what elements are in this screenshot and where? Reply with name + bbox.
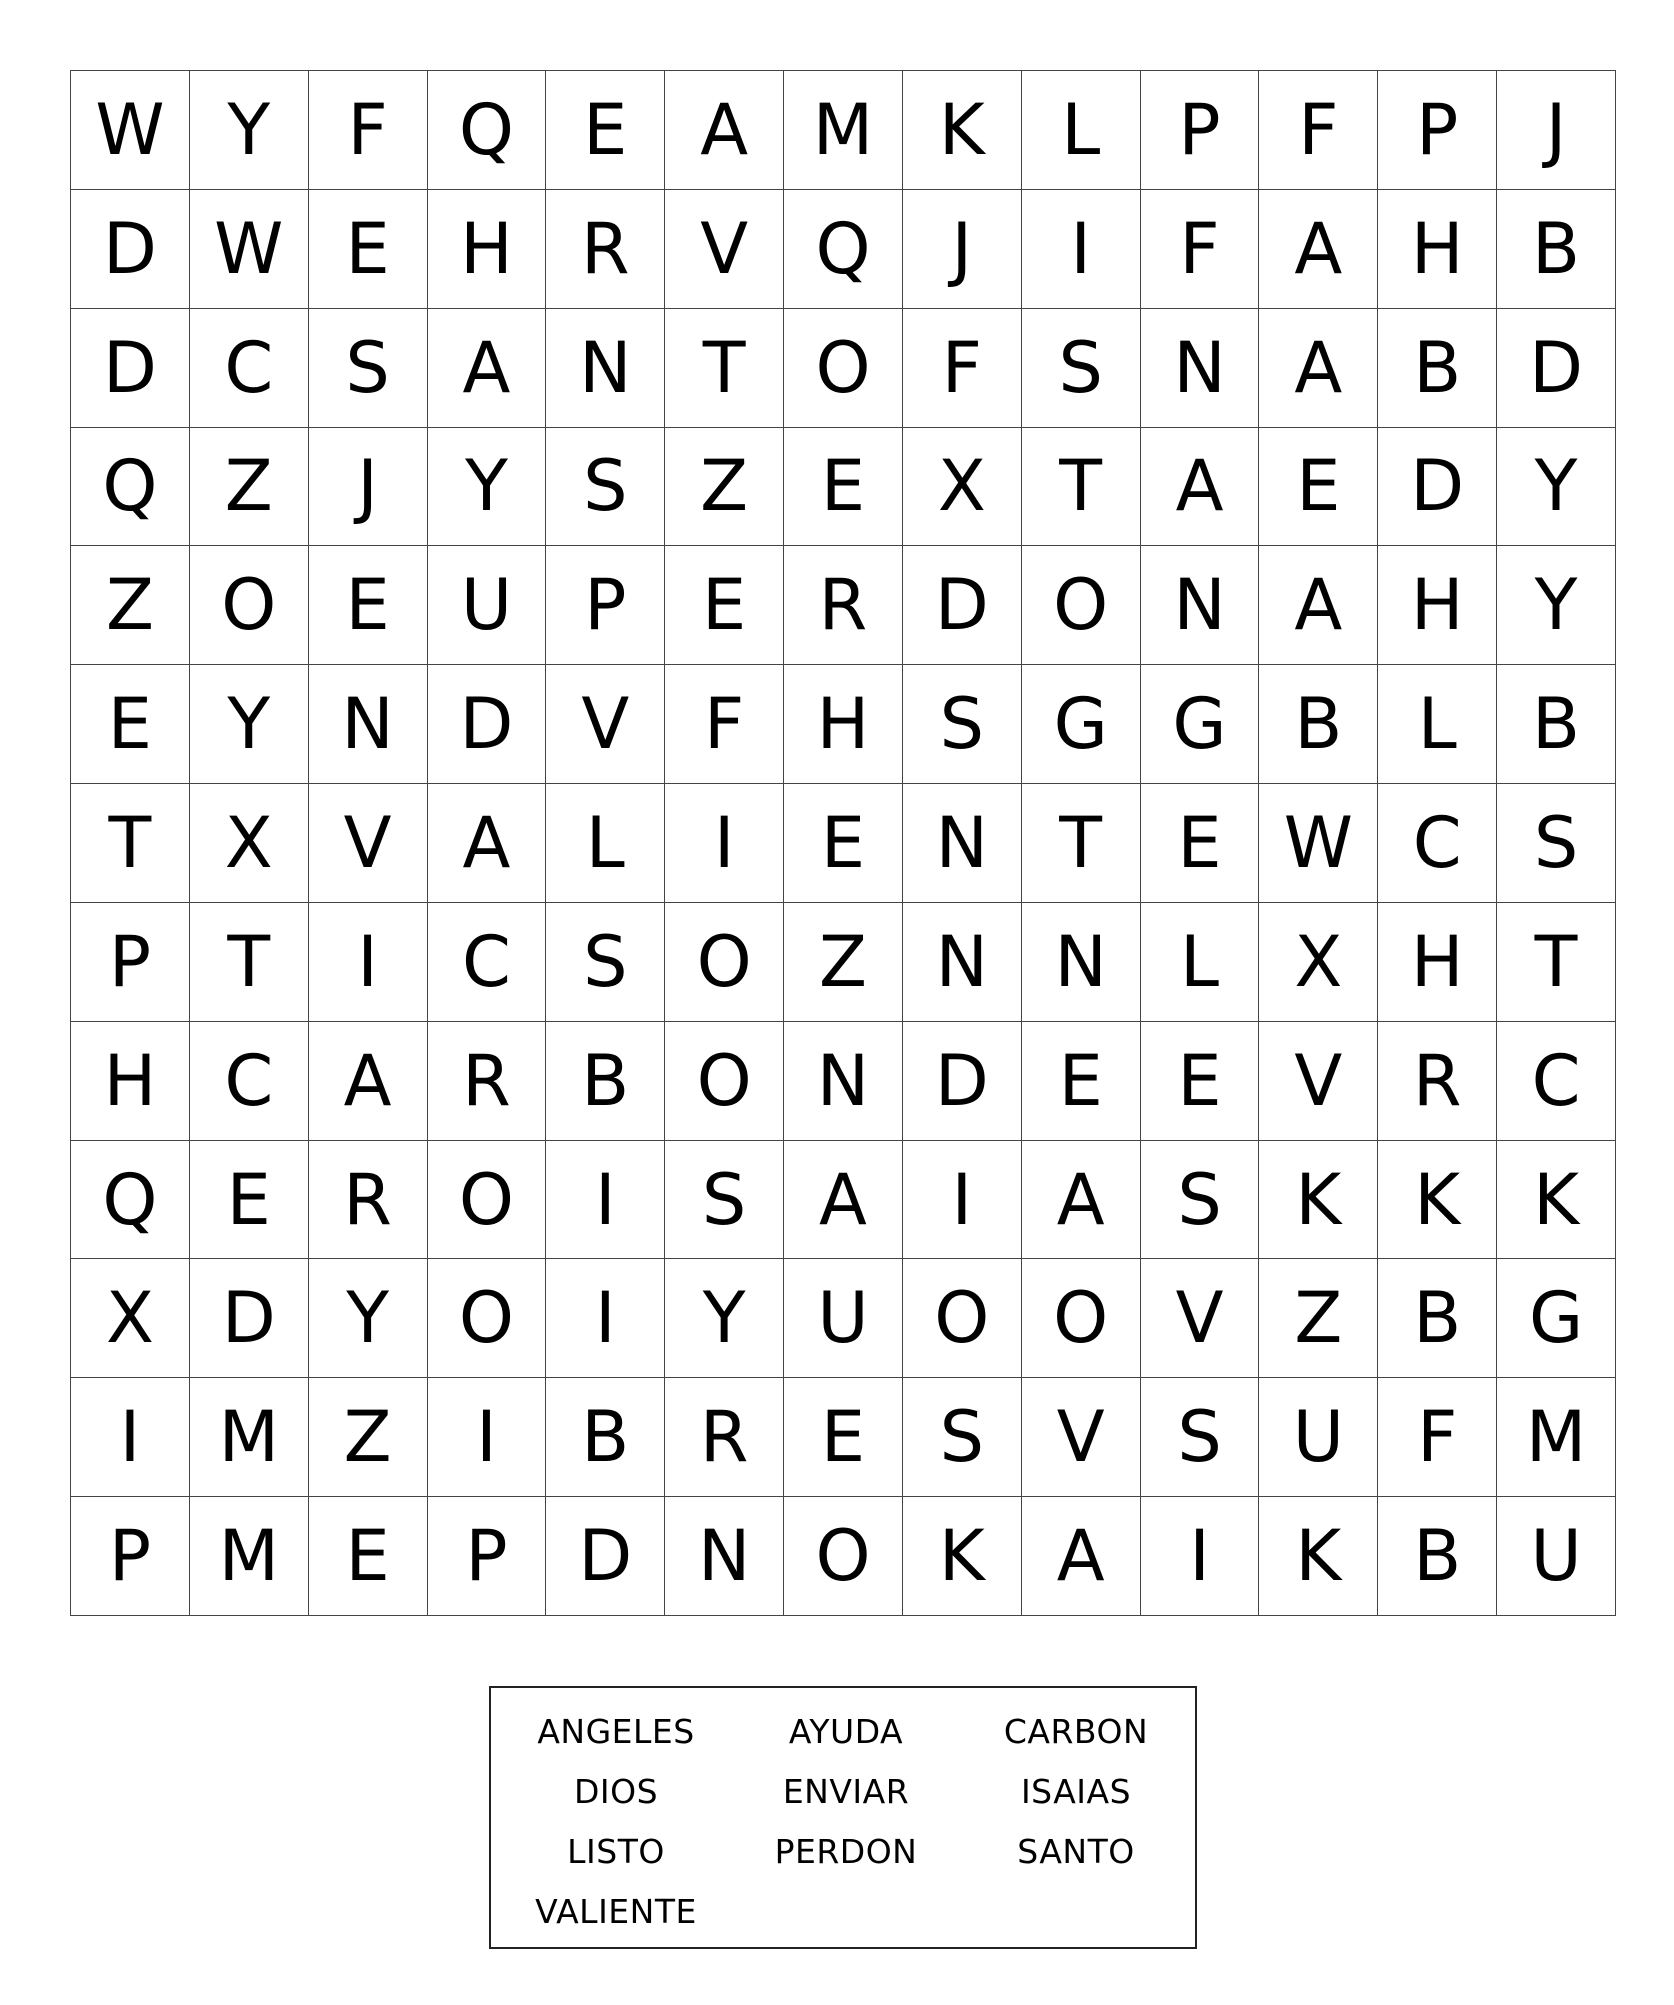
grid-cell[interactable]: T xyxy=(1022,784,1141,903)
grid-cell[interactable]: H xyxy=(1378,546,1497,665)
grid-cell[interactable]: A xyxy=(1259,309,1378,428)
grid-cell[interactable]: I xyxy=(665,784,784,903)
grid-cell[interactable]: T xyxy=(190,903,309,1022)
grid-cell[interactable]: D xyxy=(71,309,190,428)
word-list-item: LISTO xyxy=(567,1832,665,1871)
grid-cell[interactable]: K xyxy=(1378,1141,1497,1260)
grid-cell[interactable]: P xyxy=(428,1497,547,1616)
grid-cell[interactable]: S xyxy=(1497,784,1616,903)
grid-cell[interactable]: E xyxy=(665,546,784,665)
grid-cell[interactable]: Z xyxy=(190,428,309,547)
grid-cell[interactable]: Y xyxy=(1497,546,1616,665)
grid-cell[interactable]: D xyxy=(903,546,1022,665)
grid-cell[interactable]: E xyxy=(784,1378,903,1497)
grid-cell[interactable]: F xyxy=(1259,71,1378,190)
grid-cell[interactable]: H xyxy=(1378,903,1497,1022)
grid-cell[interactable]: K xyxy=(903,1497,1022,1616)
grid-cell[interactable]: E xyxy=(309,546,428,665)
grid-cell[interactable]: V xyxy=(1022,1378,1141,1497)
grid-cell[interactable]: P xyxy=(71,903,190,1022)
grid-cell[interactable]: I xyxy=(546,1141,665,1260)
grid-cell[interactable]: I xyxy=(428,1378,547,1497)
grid-cell[interactable]: Q xyxy=(71,1141,190,1260)
grid-cell[interactable]: N xyxy=(309,665,428,784)
grid-cell[interactable]: N xyxy=(1022,903,1141,1022)
grid-cell[interactable]: D xyxy=(71,190,190,309)
grid-cell[interactable]: G xyxy=(1022,665,1141,784)
grid-cell[interactable]: N xyxy=(665,1497,784,1616)
grid-cell[interactable]: H xyxy=(1378,190,1497,309)
grid-cell[interactable]: U xyxy=(1497,1497,1616,1616)
grid-cell[interactable]: Y xyxy=(309,1259,428,1378)
grid-cell[interactable]: M xyxy=(1497,1378,1616,1497)
grid-cell[interactable]: G xyxy=(1497,1259,1616,1378)
grid-cell[interactable]: E xyxy=(1141,1022,1260,1141)
grid-cell[interactable]: O xyxy=(428,1259,547,1378)
grid-cell[interactable]: E xyxy=(1022,1022,1141,1141)
grid-cell[interactable]: L xyxy=(546,784,665,903)
grid-cell[interactable]: Z xyxy=(665,428,784,547)
grid-cell[interactable]: R xyxy=(428,1022,547,1141)
grid-cell[interactable]: Z xyxy=(71,546,190,665)
letter-grid xyxy=(70,70,1616,1616)
grid-cell[interactable]: B xyxy=(1497,190,1616,309)
grid-cell[interactable]: Q xyxy=(784,190,903,309)
grid-cell[interactable]: E xyxy=(546,71,665,190)
grid-cell[interactable]: X xyxy=(1259,903,1378,1022)
grid-cell[interactable]: J xyxy=(309,428,428,547)
grid-cell[interactable]: A xyxy=(1259,190,1378,309)
grid-cell[interactable]: E xyxy=(1141,784,1260,903)
grid-cell[interactable]: H xyxy=(784,665,903,784)
grid-cell[interactable]: C xyxy=(190,1022,309,1141)
grid-cell[interactable]: D xyxy=(190,1259,309,1378)
word-list-item: ISAIAS xyxy=(1020,1772,1132,1811)
grid-cell[interactable]: B xyxy=(1259,665,1378,784)
grid-cell[interactable]: T xyxy=(1022,428,1141,547)
grid-cell[interactable]: C xyxy=(190,309,309,428)
grid-cell[interactable]: O xyxy=(665,1022,784,1141)
grid-cell[interactable]: N xyxy=(1141,546,1260,665)
grid-cell[interactable]: Y xyxy=(665,1259,784,1378)
grid-cell[interactable]: A xyxy=(784,1141,903,1260)
grid-cell[interactable]: Y xyxy=(190,71,309,190)
grid-cell[interactable]: A xyxy=(1022,1141,1141,1260)
grid-cell[interactable]: D xyxy=(1378,428,1497,547)
grid-cell[interactable]: O xyxy=(784,309,903,428)
grid-cell[interactable]: A xyxy=(428,309,547,428)
grid-cell[interactable]: B xyxy=(546,1022,665,1141)
grid-cell[interactable]: R xyxy=(546,190,665,309)
grid-cell[interactable]: F xyxy=(903,309,1022,428)
grid-cell[interactable]: S xyxy=(665,1141,784,1260)
grid-cell[interactable]: P xyxy=(71,1497,190,1616)
grid-cell[interactable]: Y xyxy=(428,428,547,547)
grid-cell[interactable]: V xyxy=(1259,1022,1378,1141)
grid-cell[interactable]: X xyxy=(903,428,1022,547)
word-list-box xyxy=(489,1686,1197,1949)
grid-cell[interactable]: C xyxy=(1497,1022,1616,1141)
grid-cell[interactable]: I xyxy=(71,1378,190,1497)
grid-cell[interactable]: Z xyxy=(1259,1259,1378,1378)
grid-cell[interactable]: K xyxy=(1259,1497,1378,1616)
grid-cell[interactable]: S xyxy=(546,903,665,1022)
grid-cell[interactable]: O xyxy=(1022,546,1141,665)
grid-cell[interactable]: E xyxy=(784,784,903,903)
word-list-item: DIOS xyxy=(573,1772,659,1811)
grid-cell[interactable]: O xyxy=(665,903,784,1022)
grid-cell[interactable]: F xyxy=(1378,1378,1497,1497)
grid-cell[interactable]: B xyxy=(1378,1259,1497,1378)
word-list xyxy=(501,1702,1191,1942)
grid-cell[interactable]: S xyxy=(1022,309,1141,428)
grid-cell[interactable]: W xyxy=(71,71,190,190)
grid-cell[interactable]: S xyxy=(1141,1378,1260,1497)
grid-cell[interactable]: R xyxy=(1378,1022,1497,1141)
word-list-item: PERDON xyxy=(774,1832,918,1871)
grid-cell[interactable]: K xyxy=(903,71,1022,190)
grid-cell[interactable]: F xyxy=(309,71,428,190)
grid-cell[interactable]: O xyxy=(190,546,309,665)
grid-cell[interactable]: L xyxy=(1378,665,1497,784)
grid-cell[interactable]: O xyxy=(903,1259,1022,1378)
grid-cell[interactable]: Q xyxy=(428,71,547,190)
grid-cell[interactable]: V xyxy=(546,665,665,784)
word-list-item: CARBON xyxy=(1003,1712,1149,1751)
grid-cell[interactable]: B xyxy=(1378,309,1497,428)
grid-cell[interactable]: X xyxy=(71,1259,190,1378)
grid-cell[interactable]: E xyxy=(784,428,903,547)
grid-cell[interactable]: V xyxy=(1141,1259,1260,1378)
grid-cell[interactable]: F xyxy=(665,665,784,784)
grid-cell[interactable]: Z xyxy=(309,1378,428,1497)
grid-cell[interactable]: X xyxy=(190,784,309,903)
grid-cell[interactable]: R xyxy=(665,1378,784,1497)
grid-cell[interactable]: K xyxy=(1497,1141,1616,1260)
word-list-item: ENVIAR xyxy=(782,1772,910,1811)
grid-cell[interactable]: R xyxy=(784,546,903,665)
grid-cell[interactable]: W xyxy=(1259,784,1378,903)
word-list-item: SANTO xyxy=(1017,1832,1135,1871)
grid-cell[interactable]: S xyxy=(903,665,1022,784)
grid-cell[interactable]: D xyxy=(903,1022,1022,1141)
grid-cell[interactable]: A xyxy=(1022,1497,1141,1616)
grid-cell[interactable]: O xyxy=(1022,1259,1141,1378)
grid-cell[interactable]: P xyxy=(546,546,665,665)
grid-cell[interactable]: K xyxy=(1259,1141,1378,1260)
grid-cell[interactable]: Z xyxy=(784,903,903,1022)
grid-cell[interactable]: W xyxy=(190,190,309,309)
grid-cell[interactable]: E xyxy=(1259,428,1378,547)
grid-cell[interactable]: N xyxy=(1141,309,1260,428)
grid-cell[interactable]: I xyxy=(546,1259,665,1378)
grid-cell[interactable]: U xyxy=(784,1259,903,1378)
word-list-item: AYUDA xyxy=(788,1712,904,1751)
grid-cell[interactable]: I xyxy=(1141,1497,1260,1616)
grid-cell[interactable]: V xyxy=(309,784,428,903)
grid-cell[interactable]: U xyxy=(1259,1378,1378,1497)
grid-cell[interactable]: Y xyxy=(1497,428,1616,547)
word-list-item: ANGELES xyxy=(537,1712,695,1751)
grid-cell[interactable]: M xyxy=(784,71,903,190)
grid-cell[interactable]: A xyxy=(1141,428,1260,547)
word-list-item: VALIENTE xyxy=(535,1892,697,1931)
grid-cell[interactable]: D xyxy=(1497,309,1616,428)
grid-cell[interactable]: O xyxy=(784,1497,903,1616)
grid-cell[interactable]: N xyxy=(784,1022,903,1141)
grid-cell[interactable]: H xyxy=(71,1022,190,1141)
grid-cell[interactable]: C xyxy=(428,903,547,1022)
grid-cell[interactable]: A xyxy=(665,71,784,190)
grid-cell[interactable]: U xyxy=(428,546,547,665)
grid-cell[interactable]: S xyxy=(1141,1141,1260,1260)
grid-cell[interactable]: C xyxy=(1378,784,1497,903)
grid-cell[interactable]: P xyxy=(1378,71,1497,190)
grid-cell[interactable]: E xyxy=(71,665,190,784)
grid-cell[interactable]: T xyxy=(1497,903,1616,1022)
grid-cell[interactable]: L xyxy=(1141,903,1260,1022)
grid-cell[interactable]: N xyxy=(903,903,1022,1022)
grid-cell[interactable]: O xyxy=(428,1141,547,1260)
grid-cell[interactable]: R xyxy=(309,1141,428,1260)
grid-cell[interactable]: M xyxy=(190,1497,309,1616)
grid-cell[interactable]: E xyxy=(190,1141,309,1260)
grid-cell[interactable]: E xyxy=(309,1497,428,1616)
grid-cell[interactable]: A xyxy=(1259,546,1378,665)
grid-cell[interactable]: N xyxy=(903,784,1022,903)
grid-cell[interactable]: T xyxy=(665,309,784,428)
grid-cell[interactable]: N xyxy=(546,309,665,428)
grid-cell[interactable]: L xyxy=(1022,71,1141,190)
grid-cell[interactable]: H xyxy=(428,190,547,309)
grid-cell[interactable]: I xyxy=(1022,190,1141,309)
grid-cell[interactable]: I xyxy=(903,1141,1022,1260)
grid-cell[interactable]: B xyxy=(1497,665,1616,784)
grid-cell[interactable]: F xyxy=(1141,190,1260,309)
grid-cell[interactable]: E xyxy=(309,190,428,309)
grid-cell[interactable]: A xyxy=(309,1022,428,1141)
grid-cell[interactable]: J xyxy=(1497,71,1616,190)
grid-cell[interactable]: T xyxy=(71,784,190,903)
grid-cell[interactable]: Y xyxy=(190,665,309,784)
grid-cell[interactable]: P xyxy=(1141,71,1260,190)
grid-cell[interactable]: D xyxy=(428,665,547,784)
grid-cell[interactable]: S xyxy=(309,309,428,428)
grid-cell[interactable]: J xyxy=(903,190,1022,309)
grid-cell[interactable]: S xyxy=(903,1378,1022,1497)
grid-cell[interactable]: V xyxy=(665,190,784,309)
grid-cell[interactable]: D xyxy=(546,1497,665,1616)
grid-cell[interactable]: B xyxy=(1378,1497,1497,1616)
grid-cell[interactable]: A xyxy=(428,784,547,903)
grid-cell[interactable]: I xyxy=(309,903,428,1022)
grid-cell[interactable]: B xyxy=(546,1378,665,1497)
grid-cell[interactable]: Q xyxy=(71,428,190,547)
grid-cell[interactable]: M xyxy=(190,1378,309,1497)
grid-cell[interactable]: S xyxy=(546,428,665,547)
grid-cell[interactable]: G xyxy=(1141,665,1260,784)
